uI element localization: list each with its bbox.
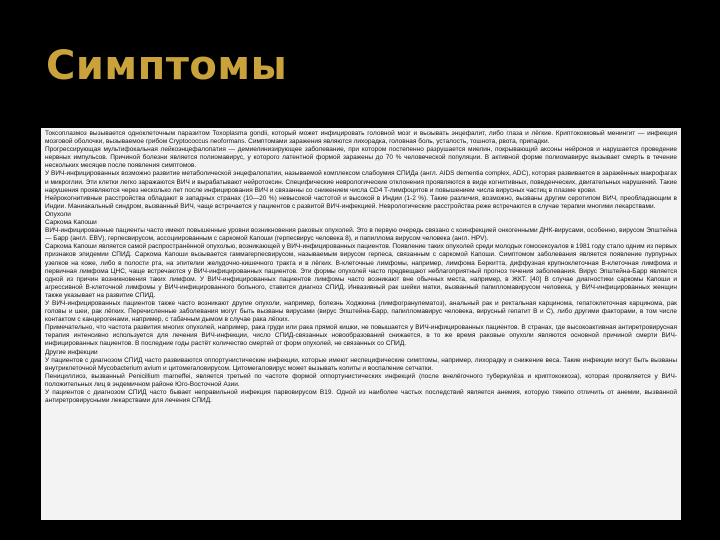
body-paragraph: Примечательно, что частота развития многих опухолей, например, рака груди или рака прямой кишки, не повышается у ВИЧ-инфицированных пациентов. В странах, где высокоактивная антиретровирусная терапия интенсивно используется для лечения ВИЧ-инфекции, число СПИД-связанных новообразований снижается, в то же время раковые опухоли являются основной причиной смерти ВИЧ-инфицированных пациентов. В последние годы растёт количество смертей от форм опухолей, не связанных со СПИД. [45,324,677,348]
section-heading: Другие инфекции [45,348,98,356]
body-paragraph: У пациентов с диагнозом СПИД часто развиваются оппортунистические инфекции, которые имеют неспецифические симптомы, например, лихорадку и снижение веса. Такие инфекции могут быть вызваны внутриклеточной Mycobacterium avium и цитомегаловирусом. Цитомегаловирус может вызывать колиты и воспаление сетчатки. [45,356,677,372]
slide-body [41,128,681,520]
body-paragraph: Токсоплазмоз вызывается одноклеточным паразитом Toxoplasma gondii, который может инфицировать головной мозг и вызывать энцефалит, либо глаза и лёгкие. Криптококковый менингит — инфекция мозговой оболочки, вызываемое грибом Cryptococcus neoformans. Симптомами заражения являются лихорадка, головная боль, усталость, тошнота, рвота, припадки. [45,130,677,146]
body-paragraph: Нейрокогнитивные расстройства обладают в западных странах (10—20 %) невысокой частотой и высокой в Индии (1-2 %). Такие различия, возможно, вызваны другим серотипом ВИЧ, преобладающим в Индии. Маниакальный синдром, вызванный ВИЧ, чаще встречается у пациентов с развитой ВИЧ-инфекцией. Неврологические расстройства реже встречаются в случае терапии многими лекарствами. [45,194,677,210]
body-paragraph: Пенициллиоз, вызванный Penicillium marneffei, является третьей по частоте формой оппортунистических инфекций (после внелёгочного туберкулёза и криптококкоза), которая проявляется у ВИЧ-положительных лиц в эндемичном районе Юго-Восточной Азии. [45,372,677,388]
body-paragraph: У ВИЧ-инфицированных пациентов также часто возникают другие опухоли, например, болезнь Ходжкина (лимфогранулематоз), анальный рак и ректальная карцинома, гепатоклеточная карцинома, рак головы и шеи, рак лёгких. Перечисленные заболевания могут быть вызваны вирусами (вирус Эпштейна-Барр, папилломавирус человека, вирусный гепатит В и С), либо другими факторами, в том числе контактом с канцерогенами, например, с табачным дымом в случае рака лёгких. [45,299,677,324]
section-heading: Опухоли [45,210,71,218]
body-paragraph: У пациентов с диагнозом СПИД часто бывает неправильной инфекция парвовирусом B19. Одной из наиболее частых последствий является анемия, которую тяжело отличить от анемии, вызванной антиретровирусными лекарствами для лечения СПИД. [45,389,677,405]
body-paragraph: У ВИЧ-инфицированных возможно развитие метаболической энцефалопатии, называемой комплексом слабоумия СПИДа (англ. AIDS dementia complex, ADC), которая развивается в заражённых макрофагах и микроглии. Эти клетки легко заражаются ВИЧ и вырабатывают нейротоксин. Специфические неврологические отклонения проявляются в виде когнитивных, поведенческих, двигательных нарушений. Такие нарушения проявляются через несколько лет после инфицирования ВИЧ и связанны со снижением числа CD4 T-лимфоцитов и повышением числа вирусных частиц в плазме крови. [45,170,677,194]
body-paragraph: ВИЧ-инфицированные пациенты часто имеют повышенные уровни возникновения раковых опухолей. Это в первую очередь связано с коинфекцией онкогенными ДНК-вирусами, особенно, вирусом Эпштейна — Барр (англ. EBV), герпесвирусом, ассоциированным с саркомой Капоши (герпесвирус человека 8), и папиллома вирусом человека (англ. HPV). [45,227,677,243]
section-heading: Саркома Капоши [45,219,97,227]
body-paragraph: Прогрессирующая мультифокальная лейкоэнцефалопатия — демиелинизирующее заболевание, при котором постепенно разрушается миелин, покрывающий аксоны нейронов и нарушается проведение нервных импульсов. Причиной болезни является полиомавирус, у которого латентной формой заражены до 70 % человеческой популяции. В активной форме полиомавирус вызывает смерть в течение нескольких месяцев после появления симптомов. [45,146,677,170]
body-paragraph: Саркома Капоши является самой распространённой опухолью, возникающей у ВИЧ-инфицированных пациентов. Появление таких опухолей среди молодых гомосексуалов в 1981 году стало одним из первых признаков эпидемии СПИД. Саркома Капоши вызывается гаммагерпесвирусом, называемым вирусом герпеса, связанным с саркомой Капоши. Симптомом заболевания является появление пурпурных узелков на коже, либо в полости рта, на эпителии желудочно-кишечного тракта и в лёгких. В-клеточные лимфомы, например, лимфома Беркитта, диффузная крупноклеточная В-клеточная лимфома и первичная лимфома ЦНС, чаще встречаются у ВИЧ-инфицированных пациентов. Эти формы опухолей часто предвещают неблагоприятный прогноз течения заболевания. Вирус Эпштейна-Барр является одной из причин возникновения таких лимфом. У ВИЧ-инфицированных пациентов лимфомы часто возникают вне обычных места, например, в ЖКТ. [40] В случае диагностики саркомы Капоши и агрессивной В-клеточной лимфомы у ВИЧ-инфицированного больного, ставится диагноз СПИД. Инвазивный рак шейки матки, вызванный папилломавирусом человека, у ВИЧ-инфицированных женщин также указывает на развитие СПИД. [45,243,677,299]
slide-title: Симптомы [46,43,288,89]
